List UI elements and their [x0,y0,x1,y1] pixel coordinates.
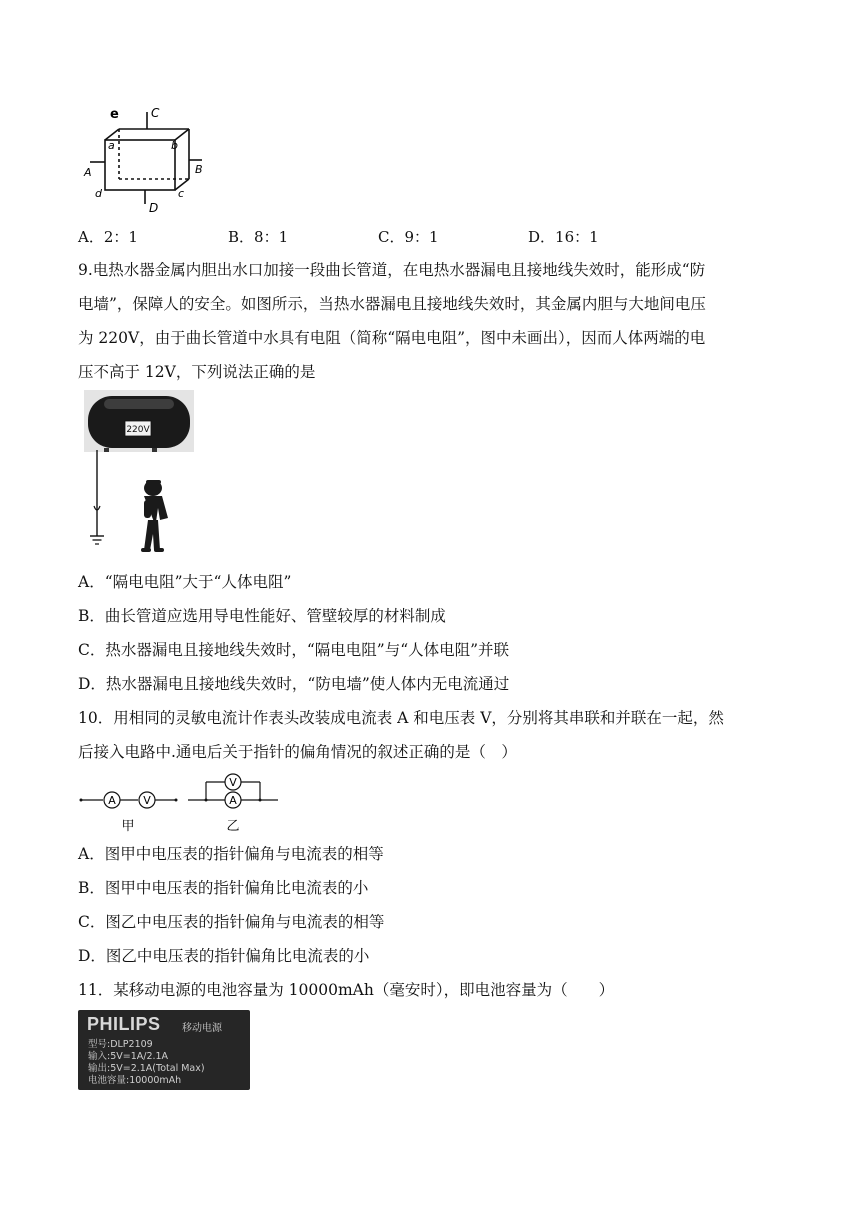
label-c: c [178,187,185,200]
q10-option-c: C．图乙中电压表的指针偏角与电流表的相等 [78,913,385,931]
q9-option-d: D．热水器漏电且接地线失效时，“防电墙”使人体内无电流通过 [78,675,510,693]
water-heater-figure [84,390,194,560]
spec-output: 输出:5V=2.1A(Total Max) [88,1063,205,1074]
caption-yi: 乙 [226,819,240,834]
label-A: A [84,166,92,179]
q8-option-c: C．9：1 [378,228,439,246]
label-B: B [195,163,203,176]
power-bank-label [78,1010,250,1090]
q9-line-1: 9.电热水器金属内胆出水口加接一段曲长管道，在电热水器漏电且接地线失效时，能形成“防 [78,261,706,279]
label-b: b [171,139,178,152]
yi-voltmeter-label: V [229,776,237,789]
q9-option-c: C．热水器漏电且接地线失效时，“隔电电阻”与“人体电阻”并联 [78,641,510,659]
q10-option-d: D．图乙中电压表的指针偏角比电流表的小 [78,947,370,965]
q10-option-a: A．图甲中电压表的指针偏角与电流表的相等 [78,845,384,863]
q9-option-b: B．曲长管道应选用导电性能好、管壁较厚的材料制成 [78,607,446,625]
label-C: C [151,106,160,120]
yi-ammeter-label: A [229,794,237,807]
label-D: D [149,201,159,215]
label-d: d [95,187,102,200]
spec-model: 型号:DLP2109 [88,1039,153,1050]
product-name: 移动电源 [182,1023,222,1034]
q9-line-2: 电墙”，保障人的安全。如图所示，当热水器漏电且接地线失效时，其金属内胆与大地间电压 [78,295,706,313]
q9-line-4: 压不高于 12V，下列说法正确的是 [78,363,316,381]
caption-jia: 甲 [121,819,135,834]
person-icon [141,480,168,552]
jia-voltmeter-label: V [143,794,151,807]
jia-ammeter-label: A [108,794,116,807]
q8-option-b: B．8：1 [228,228,289,246]
q10-option-b: B．图甲中电压表的指针偏角比电流表的小 [78,879,369,897]
label-e: e [110,107,119,122]
q10-line-1: 10．用相同的灵敏电流计作表头改装成电流表 A 和电压表 V，分别将其串联和并联在一起，然 [78,709,724,727]
box-figure [78,100,218,218]
circuit-figures [78,770,288,836]
q9-line-3: 为 220V，由于曲长管道中水具有电阻（简称“隔电电阻”，图中未画出），因而人体两端的电 [78,329,706,347]
q8-option-a: A．2：1 [78,228,138,246]
q11-line: 11．某移动电源的电池容量为 10000mAh（毫安时），即电池容量为（ ） [78,981,615,999]
heater-voltage-label: 220V [126,425,150,435]
q8-option-d: D．16：1 [528,228,599,246]
spec-capacity: 电池容量:10000mAh [88,1075,182,1086]
q10-line-2: 后接入电路中.通电后关于指针的偏角情况的叙述正确的是（ ） [78,743,517,761]
label-a: a [108,139,115,152]
brand-logo: PHILIPS [87,1014,161,1034]
spec-input: 输入:5V=1A/2.1A [88,1051,169,1062]
q9-option-a: A．“隔电电阻”大于“人体电阻” [78,573,292,591]
